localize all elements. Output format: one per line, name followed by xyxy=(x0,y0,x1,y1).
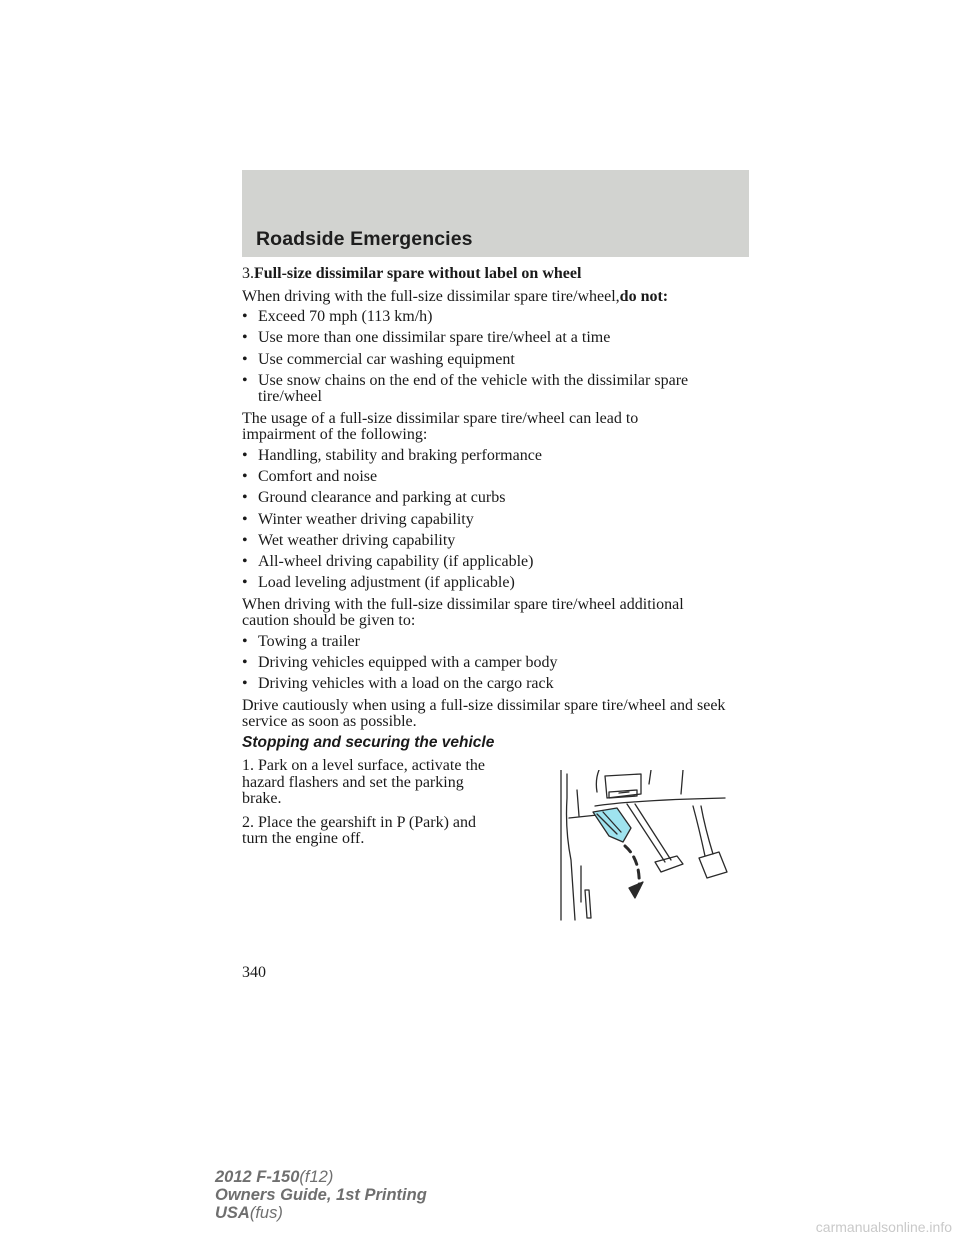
list-item xyxy=(242,676,752,693)
item-number: 3. xyxy=(242,265,254,282)
bullet-icon: • xyxy=(242,632,248,650)
step-1: 1. Park on a level surface, activate the hazard flashers and set the parking brake. xyxy=(242,757,485,808)
list-item xyxy=(242,330,752,347)
list-item-text: Load leveling adjustment (if applicable) xyxy=(258,574,515,592)
list-item-text: Ground clearance and parking at curbs xyxy=(258,489,506,507)
page-content xyxy=(242,266,752,855)
list-item xyxy=(242,634,752,651)
watermark-text: carmanualsonline.info xyxy=(815,1219,952,1235)
item-3-heading xyxy=(242,266,752,283)
list-item-text: Exceed 70 mph (113 km/h) xyxy=(258,308,433,325)
donts-intro-text: When driving with the full-size dissimilar spare tire/wheel, xyxy=(242,287,620,305)
list-item-text: Use commercial car washing equipment xyxy=(258,350,515,368)
list-item-text: All-wheel driving capability (if applicable) xyxy=(258,553,534,571)
caution-intro: When driving with the full-size dissimilar spare tire/wheel additional caution should be given to: xyxy=(242,595,684,630)
list-item xyxy=(242,490,752,507)
list-item xyxy=(242,309,752,326)
list-item xyxy=(242,512,752,529)
footer-line-guide xyxy=(215,1186,427,1204)
footer-guide: Owners Guide, 1st Printing xyxy=(215,1186,427,1204)
list-item xyxy=(242,655,752,672)
list-item-text: Use snow chains on the end of the vehicle with the dissimilar spare tire/wheel xyxy=(258,371,689,406)
list-item-text: Driving vehicles equipped with a camper body xyxy=(258,654,558,672)
footer-region-code: (fus) xyxy=(249,1204,283,1222)
bullet-icon: • xyxy=(242,553,248,571)
footer-line-model xyxy=(215,1168,427,1186)
footer-model-code: (f12) xyxy=(299,1168,334,1186)
footer-line-region xyxy=(215,1204,427,1222)
list-item xyxy=(242,373,752,406)
bullet-icon: • xyxy=(242,489,248,507)
impairments-list xyxy=(242,448,752,592)
section-header-band xyxy=(242,170,749,257)
cautions-list xyxy=(242,634,752,693)
steps-column xyxy=(242,758,487,848)
bullet-icon: • xyxy=(242,350,248,368)
bullet-icon: • xyxy=(242,446,248,464)
bullet-icon: • xyxy=(242,371,248,389)
footer-region: USA xyxy=(215,1204,250,1222)
bullet-icon: • xyxy=(242,467,248,485)
impairment-intro: The usage of a full-size dissimilar spare tire/wheel can lead to impairment of the following: xyxy=(242,409,639,444)
step-2: 2. Place the gearshift in P (Park) and turn the engine off. xyxy=(242,813,477,848)
list-item xyxy=(242,469,752,486)
parking-brake-pedal-icon xyxy=(555,770,733,926)
footer-model: 2012 F-150 xyxy=(215,1168,300,1186)
bullet-icon: • xyxy=(242,510,248,528)
print-footer xyxy=(215,1168,427,1222)
list-item-text: Driving vehicles with a load on the cargo rack xyxy=(258,675,554,693)
list-item xyxy=(242,533,752,550)
list-item xyxy=(242,554,752,571)
list-item-text: Comfort and noise xyxy=(258,467,378,485)
section-title: Roadside Emergencies xyxy=(256,228,473,250)
bullet-icon: • xyxy=(242,531,248,549)
list-item xyxy=(242,352,752,369)
stopping-heading: Stopping and securing the vehicle xyxy=(242,733,495,751)
donts-list xyxy=(242,309,752,406)
list-item xyxy=(242,448,752,465)
list-item-text: Wet weather driving capability xyxy=(258,531,456,549)
page-number: 340 xyxy=(242,964,266,981)
donts-intro xyxy=(242,289,752,306)
list-item xyxy=(242,575,752,592)
list-item-text: Towing a trailer xyxy=(258,632,360,650)
bullet-icon: • xyxy=(242,329,248,347)
list-item-text: Use more than one dissimilar spare tire/wheel at a time xyxy=(258,329,611,347)
donts-intro-bold: do not: xyxy=(619,287,669,305)
closing-paragraph: Drive cautiously when using a full-size dissimilar spare tire/wheel and seek service as soon as possible. xyxy=(242,696,726,731)
bullet-icon: • xyxy=(242,574,248,592)
item-3-title: Full-size dissimilar spare without label on wheel xyxy=(254,265,582,282)
list-item-text: Handling, stability and braking performance xyxy=(258,446,542,464)
bullet-icon: • xyxy=(242,308,248,325)
bullet-icon: • xyxy=(242,654,248,672)
list-item-text: Winter weather driving capability xyxy=(258,510,474,528)
bullet-icon: • xyxy=(242,675,248,693)
